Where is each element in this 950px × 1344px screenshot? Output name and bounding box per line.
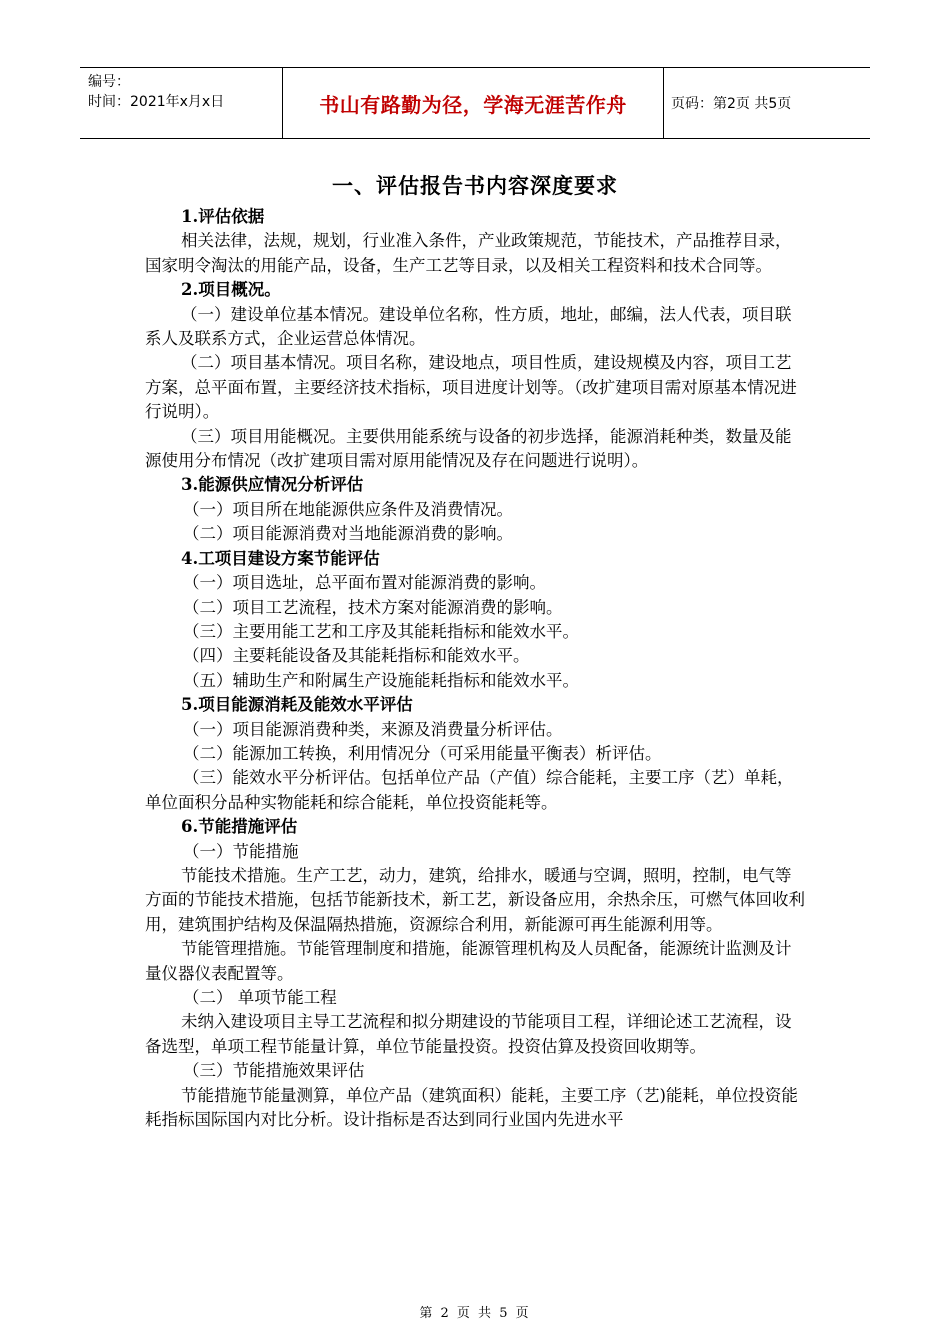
paragraph: （二）项目工艺流程，技术方案对能源消费的影响。 (183, 597, 563, 617)
paragraph: 未纳入建设项目主导工艺流程和拟分期建设的节能项目工程，详细论述工艺流程，设备选型，单项工程节能量计算，单位节能量投资。投资估算及投资回收期等。 (145, 1012, 792, 1056)
paragraph: （一）项目能源消费种类，来源及消费量分析评估。 (183, 719, 563, 739)
paragraph: （一）项目所在地能源供应条件及消费情况。 (183, 499, 513, 519)
section-heading: 4.工项目建设方案节能评估 (181, 548, 380, 568)
paragraph: （三）节能措施效果评估 (183, 1061, 365, 1081)
motto: 书山有路勤为径，学海无涯苦作舟 (319, 92, 627, 117)
time-label: 时间：2021年x月x日 (88, 94, 225, 110)
page-footer: 第 2 页 共 5 页 (419, 1306, 531, 1321)
paragraph: （三）能效水平分析评估。包括单位产品（产值）综合能耗，主要工序（艺）单耗，单位面积分品种实物能耗和综合能耗，单位投资能耗等。 (145, 768, 794, 812)
paragraph: （一）建设单位基本情况。建设单位名称，性方质，地址，邮编，法人代表，项目联系人及联系方式，企业运营总体情况。 (145, 304, 792, 349)
page-info: 页码：第2页 共5页 (671, 96, 792, 112)
paragraph: （二）能源加工转换，利用情况分（可采用能量平衡表）析评估。 (183, 743, 662, 763)
paragraph: （一）节能措施 (183, 841, 299, 861)
section-heading: 2.项目概况。 (181, 280, 281, 300)
section-heading: 5.项目能源消耗及能效水平评估 (181, 695, 413, 715)
paragraph: （二）项目基本情况。项目名称，建设地点，项目性质，建设规模及内容，项目工艺方案，总平面布置，主要经济技术指标，项目进度计划等。（改扩建项目需对原基本情况进行说明）。 (145, 353, 797, 422)
section-heading: 3.能源供应情况分析评估 (181, 475, 364, 495)
document-body (145, 205, 805, 1132)
paragraph: （三）主要用能工艺和工序及其能耗指标和能效水平。 (183, 621, 579, 641)
paragraph: （二） 单项节能工程 (183, 988, 337, 1007)
paragraph: 节能技术措施。生产工艺，动力，建筑，给排水，暖通与空调，照明，控制，电气等方面的节能技术措施，包括节能新技术，新工艺，新设备应用，余热余压，可燃气体回收利用，建筑围护结构及保温隔热措施，资源综合利用，新能源可再生能源利用等。 (145, 865, 805, 934)
paragraph: 相关法律，法规，规划，行业准入条件，产业政策规范，节能技术，产品推荐目录，国家明令淘汰的用能产品，设备，生产工艺等目录，以及相关工程资料和技术合同等。 (145, 231, 792, 275)
paragraph: （二）项目能源消费对当地能源消费的影响。 (183, 524, 513, 544)
paragraph: （三）项目用能概况。主要供用能系统与设备的初步选择，能源消耗种类，数量及能源使用分布情况（改扩建项目需对原用能情况及存在问题进行说明）。 (145, 426, 792, 471)
number-label: 编号： (88, 74, 130, 90)
header-motto-cell (283, 68, 664, 138)
paragraph: （一）项目选址，总平面布置对能源消费的影响。 (183, 573, 546, 593)
section-heading: 1.评估依据 (181, 207, 265, 226)
page-header (80, 67, 870, 139)
header-left-cell (80, 68, 283, 138)
paragraph: （五）辅助生产和附属生产设施能耗指标和能效水平。 (183, 670, 579, 690)
paragraph: 节能管理措施。节能管理制度和措施，能源管理机构及人员配备，能源统计监测及计量仪器仪表配置等。 (145, 939, 792, 983)
document-title: 一、评估报告书内容深度要求 (332, 174, 618, 198)
section-heading: 6.节能措施评估 (181, 817, 298, 837)
header-page-cell (663, 68, 870, 138)
paragraph: （四）主要耗能设备及其能耗指标和能效水平。 (183, 646, 530, 666)
paragraph: 节能措施节能量测算，单位产品（建筑面积）能耗，主要工序（艺)能耗，单位投资能耗指标国际国内对比分析。设计指标是否达到同行业国内先进水平 (145, 1085, 798, 1130)
